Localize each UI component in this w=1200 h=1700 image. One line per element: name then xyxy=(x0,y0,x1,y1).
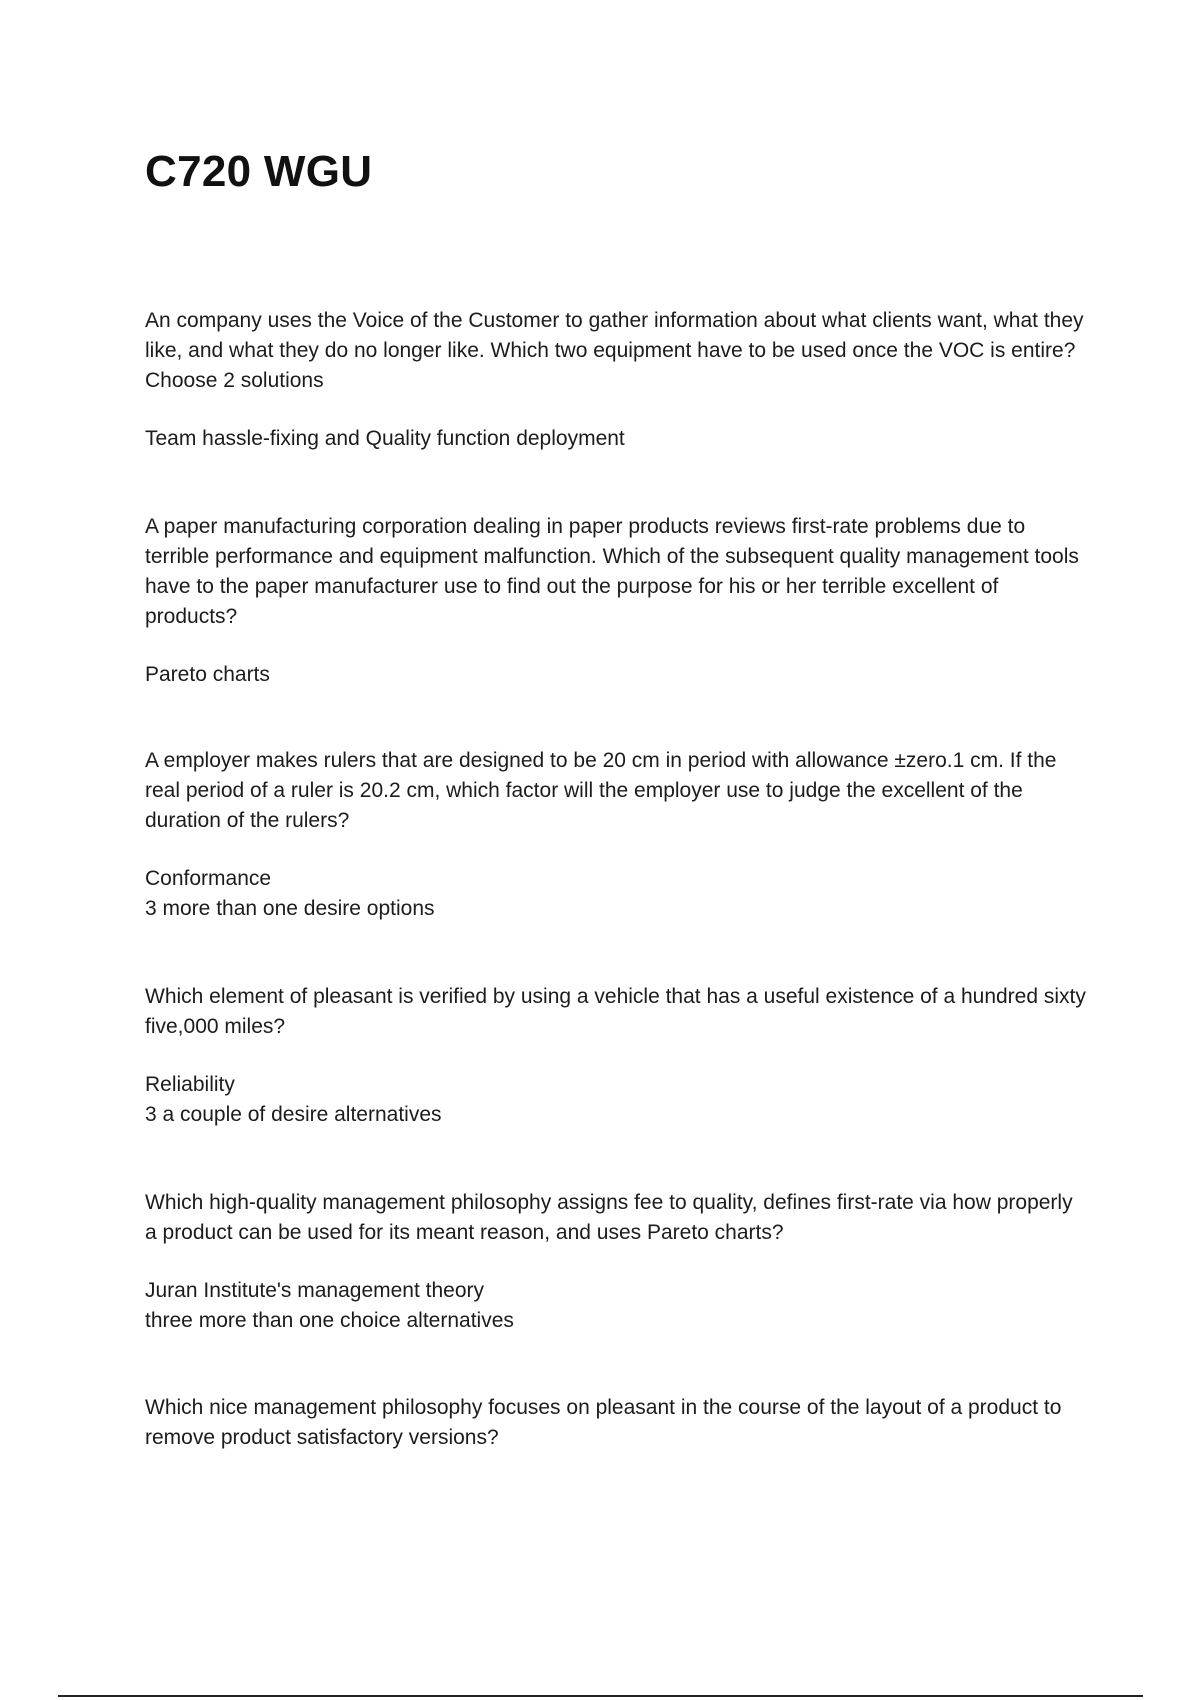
answer-text xyxy=(145,660,1090,690)
answer-line: 3 a couple of desire alternatives xyxy=(145,1103,442,1126)
question-text: A paper manufacturing corporation dealing in paper products reviews first-rate problems due to terrible performance and equipment malfunction. Which of the subsequent quality management tools have to the paper manufacturer use to find out the purpose for his or her terrible excellent of products? xyxy=(145,515,1079,628)
qa-item xyxy=(145,306,1090,454)
qa-item xyxy=(145,982,1090,1130)
answer-line: Juran Institute's management theory xyxy=(145,1279,485,1302)
answer-text xyxy=(145,424,1090,454)
question-text: A employer makes rulers that are designed to be 20 cm in period with allowance ±zero.1 cm. If the real period of a ruler is 20.2 cm, which factor will the employer use to judge the excellent of the duration of the rulers? xyxy=(145,749,1057,832)
qa-item xyxy=(145,512,1090,690)
question-text: Which high-quality management philosophy assigns fee to quality, defines first-rate via how properly a product can be used for its meant reason, and uses Pareto charts? xyxy=(145,1191,1073,1244)
answer-line: Pareto charts xyxy=(145,663,270,686)
page-title: C720 WGU xyxy=(145,147,373,196)
question-text: An company uses the Voice of the Customer to gather information about what clients want, what they like, and what they do no longer like. Which two equipment have to be used once the VOC is entire? Choose 2 solutions xyxy=(145,309,1084,392)
answer-text xyxy=(145,1070,1090,1130)
qa-item xyxy=(145,746,1090,924)
answer-line: Team hassle-fixing and Quality function deployment xyxy=(145,427,625,450)
footer-divider xyxy=(58,1695,1143,1697)
qa-item xyxy=(145,1393,1090,1453)
answer-line: 3 more than one desire options xyxy=(145,897,435,920)
qa-item xyxy=(145,1188,1090,1336)
answer-line: Reliability xyxy=(145,1073,235,1096)
answer-line: Conformance xyxy=(145,867,272,890)
answer-text xyxy=(145,1276,1090,1336)
answer-text xyxy=(145,864,1090,924)
question-text: Which element of pleasant is verified by using a vehicle that has a useful existence of a hundred sixty five,000 miles? xyxy=(145,985,1086,1038)
question-text: Which nice management philosophy focuses on pleasant in the course of the layout of a product to remove product satisfactory versions? xyxy=(145,1396,1062,1449)
answer-line: three more than one choice alternatives xyxy=(145,1309,514,1332)
